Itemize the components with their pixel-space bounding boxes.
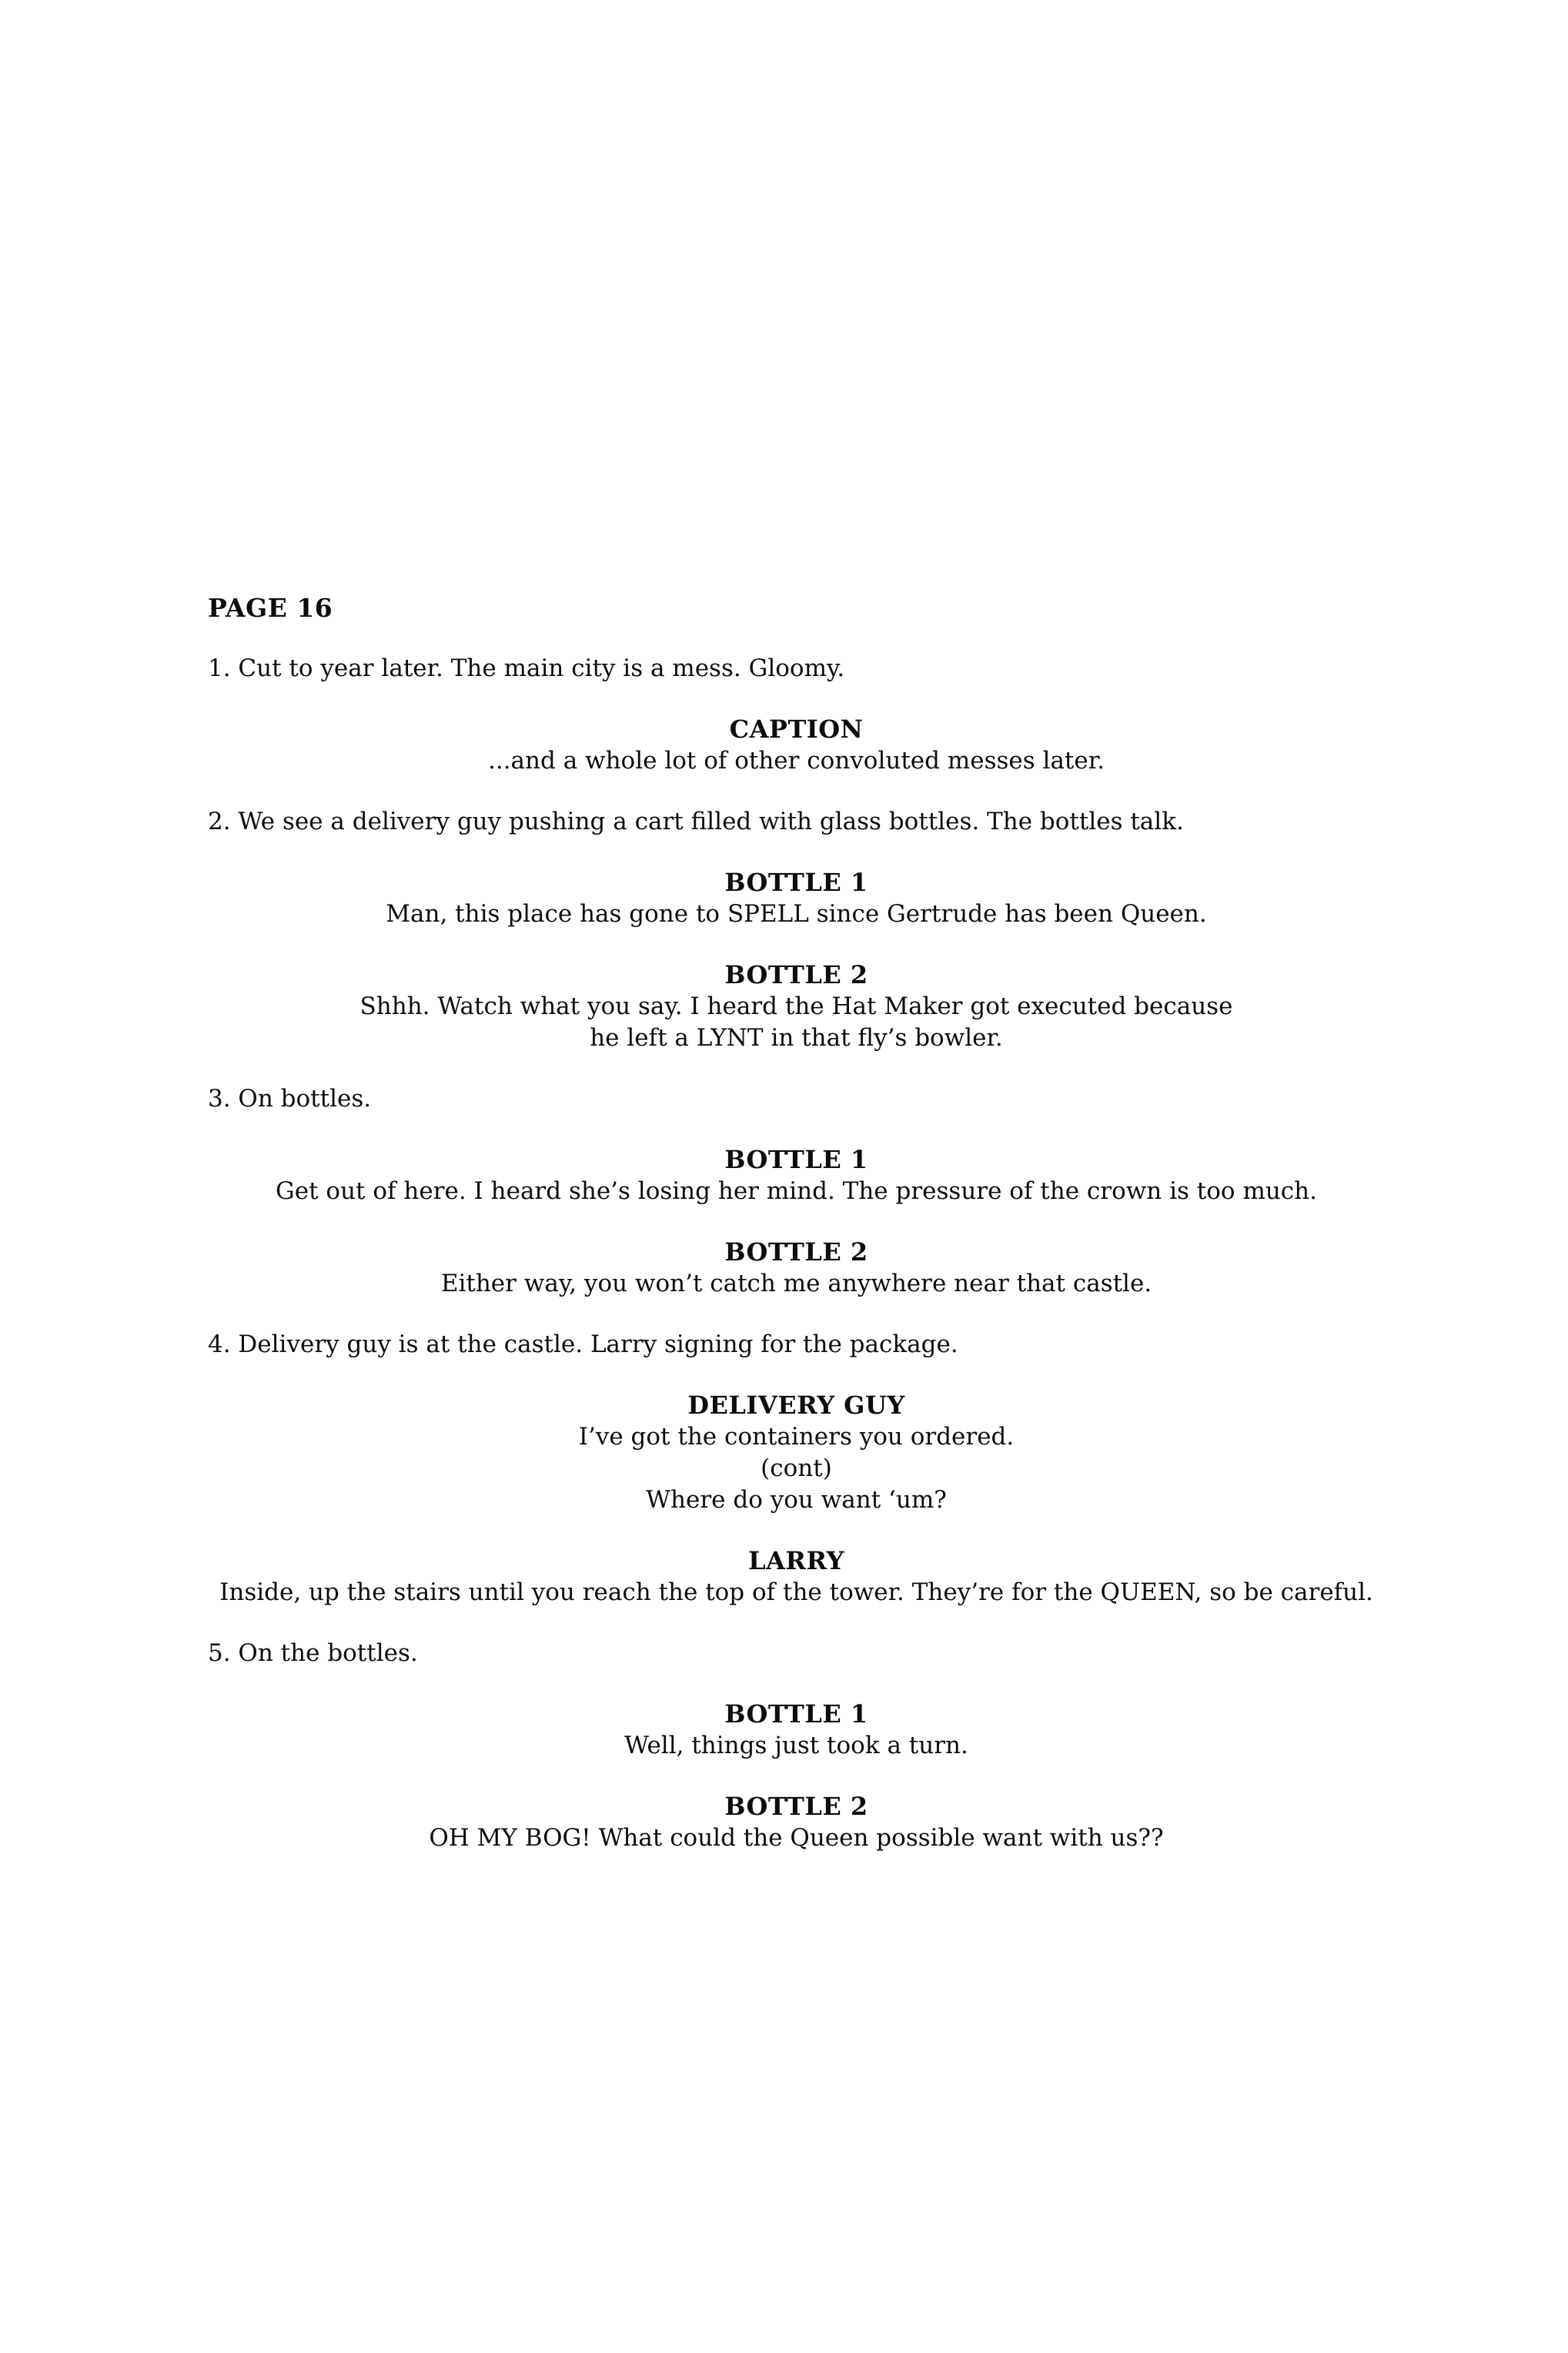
character-name: BOTTLE 2 [724,1237,868,1267]
dialogue-line: (cont) [761,1454,832,1482]
script-content [208,592,1385,1854]
action-line: 1. Cut to year later. The main city is a mess. Gloomy. [208,654,845,682]
action-line: 5. On the bottles. [208,1639,418,1667]
dialogue-line: he left a LYNT in that fly’s bowler. [590,1024,1003,1052]
dialogue-block [208,1144,1385,1207]
action-line: 3. On bottles. [208,1085,372,1113]
character-name: BOTTLE 2 [724,960,868,989]
dialogue-line: Where do you want ‘um? [646,1486,947,1514]
dialogue-line: Inside, up the stairs until you reach the top of the tower. They’re for the QUEEN, so be careful. [219,1578,1373,1606]
dialogue-line: ...and a whole lot of other convoluted messes later. [488,747,1105,775]
script-blocks [208,653,1385,1854]
dialogue-line: Either way, you won’t catch me anywhere near that castle. [440,1270,1152,1297]
action-line: 2. We see a delivery guy pushing a cart filled with glass bottles. The bottles talk. [208,808,1184,835]
dialogue-line: I’ve got the containers you ordered. [578,1423,1015,1451]
character-name: BOTTLE 1 [724,1145,868,1174]
action-line: 4. Delivery guy is at the castle. Larry signing for the package. [208,1330,958,1358]
dialogue-line: Get out of here. I heard she’s losing her mind. The pressure of the crown is too much. [276,1177,1317,1205]
dialogue-block [208,1237,1385,1300]
dialogue-block [208,1390,1385,1516]
character-name: DELIVERY GUY [687,1391,905,1420]
dialogue-line: Man, this place has gone to SPELL since Gertrude has been Queen. [386,900,1207,928]
character-name: CAPTION [729,715,864,744]
dialogue-block [208,1699,1385,1762]
dialogue-line: Well, things just took a turn. [624,1732,968,1759]
dialogue-block [208,867,1385,930]
character-name: LARRY [748,1546,844,1575]
dialogue-line: OH MY BOG! What could the Queen possible want with us?? [429,1824,1164,1852]
dialogue-block [208,1545,1385,1608]
character-name: BOTTLE 1 [724,1699,868,1729]
character-name: BOTTLE 2 [724,1792,868,1821]
dialogue-block [208,714,1385,777]
page-title: PAGE 16 [208,593,333,623]
dialogue-line: Shhh. Watch what you say. I heard the Hat Maker got executed because [359,992,1233,1020]
character-name: BOTTLE 1 [724,868,868,897]
dialogue-block [208,959,1385,1054]
dialogue-block [208,1791,1385,1854]
